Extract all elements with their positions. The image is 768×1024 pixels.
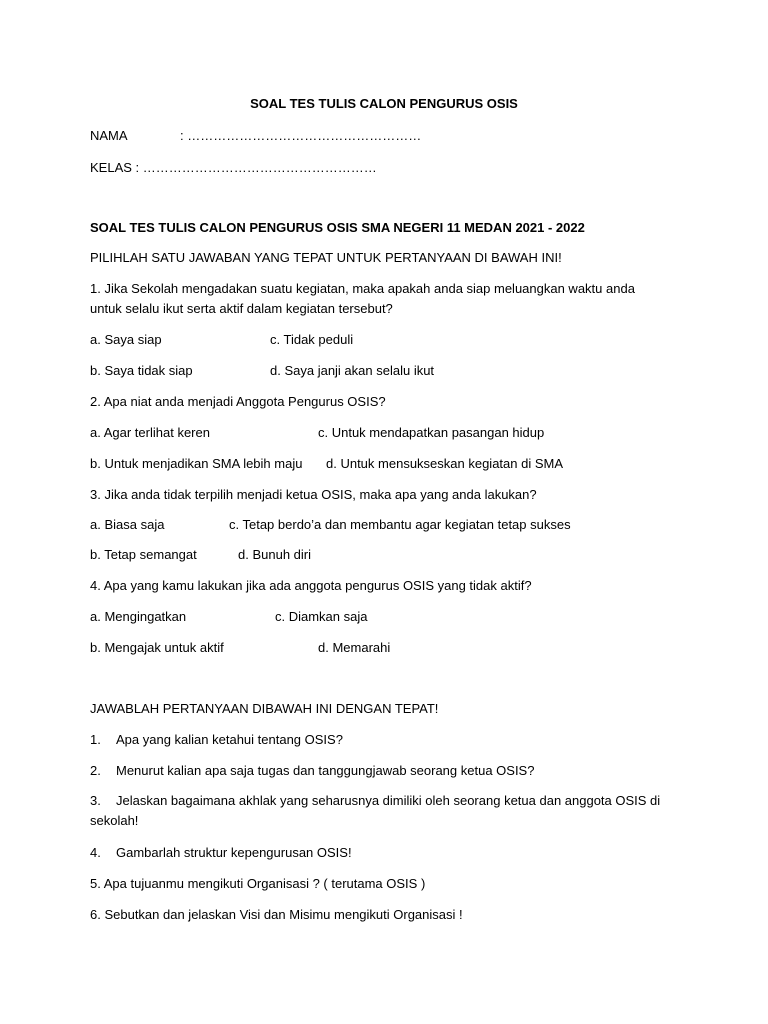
essay-3-number: 3.	[90, 793, 101, 808]
essay-2-number: 2.	[90, 763, 101, 778]
essay-3-text: Jelaskan bagaimana akhlak yang seharusnya dimiliki oleh seorang ketua dan anggota OSIS di sekolah!	[90, 793, 661, 828]
section1-title: SOAL TES TULIS CALON PENGURUS OSIS SMA NEGERI 11 MEDAN 2021 - 2022	[90, 220, 585, 235]
q3-option-c: c. Tetap berdo’a dan membantu agar kegiatan tetap sukses	[229, 517, 571, 532]
q1-option-a: a. Saya siap	[90, 332, 162, 347]
essay-6: 6. Sebutkan dan jelaskan Visi dan Misimu mengikuti Organisasi !	[90, 907, 463, 922]
essay-2	[90, 761, 534, 781]
question-1: 1. Jika Sekolah mengadakan suatu kegiatan, maka apakah anda siap meluangkan waktu anda untuk selalu ikut serta aktif dalam kegiatan tersebut?	[90, 281, 635, 316]
q4-option-d: d. Memarahi	[318, 640, 391, 655]
q1-option-b: b. Saya tidak siap	[90, 363, 193, 378]
q1-option-d: d. Saya janji akan selalu ikut	[270, 363, 435, 378]
section2-instruction: JAWABLAH PERTANYAAN DIBAWAH INI DENGAN TEPAT!	[90, 701, 439, 716]
q2-option-a: a. Agar terlihat keren	[90, 425, 210, 440]
nama-label: NAMA	[90, 128, 128, 143]
q4-option-b: b. Mengajak untuk aktif	[90, 640, 224, 655]
q3-option-b: b. Tetap semangat	[90, 547, 197, 562]
question-2: 2. Apa niat anda menjadi Anggota Pengurus OSIS?	[90, 394, 386, 409]
essay-4-number: 4.	[90, 845, 101, 860]
essay-1-number: 1.	[90, 732, 101, 747]
q2-option-c: c. Untuk mendapatkan pasangan hidup	[318, 425, 545, 440]
q3-option-d: d. Bunuh diri	[238, 547, 311, 562]
q2-option-b: b. Untuk menjadikan SMA lebih maju	[90, 456, 303, 471]
question-4: 4. Apa yang kamu lakukan jika ada anggota pengurus OSIS yang tidak aktif?	[90, 578, 532, 593]
q3-option-a: a. Biasa saja	[90, 517, 165, 532]
essay-2-text: Menurut kalian apa saja tugas dan tanggungjawab seorang ketua OSIS?	[116, 763, 535, 778]
question-3: 3. Jika anda tidak terpilih menjadi ketua OSIS, maka apa yang anda lakukan?	[90, 487, 537, 502]
essay-1-text: Apa yang kalian ketahui tentang OSIS?	[116, 732, 343, 747]
nama-field: : ………………………………………………	[180, 128, 422, 143]
q4-option-c: c. Diamkan saja	[275, 609, 368, 624]
q4-option-a: a. Mengingatkan	[90, 609, 187, 624]
essay-3	[90, 791, 670, 831]
q1-option-c: c. Tidak peduli	[270, 332, 354, 347]
q2-option-d: d. Untuk mensukseskan kegiatan di SMA	[326, 456, 564, 471]
section1-instruction: PILIHLAH SATU JAWABAN YANG TEPAT UNTUK PERTANYAAN DI BAWAH INI!	[90, 250, 562, 265]
essay-4-text: Gambarlah struktur kepengurusan OSIS!	[116, 845, 352, 860]
essay-1	[90, 730, 343, 750]
document-title: SOAL TES TULIS CALON PENGURUS OSIS	[250, 96, 518, 111]
essay-4	[90, 843, 352, 863]
essay-5: 5. Apa tujuanmu mengikuti Organisasi ? ( terutama OSIS )	[90, 876, 426, 891]
kelas-field: KELAS : ………………………………………………	[90, 160, 377, 175]
